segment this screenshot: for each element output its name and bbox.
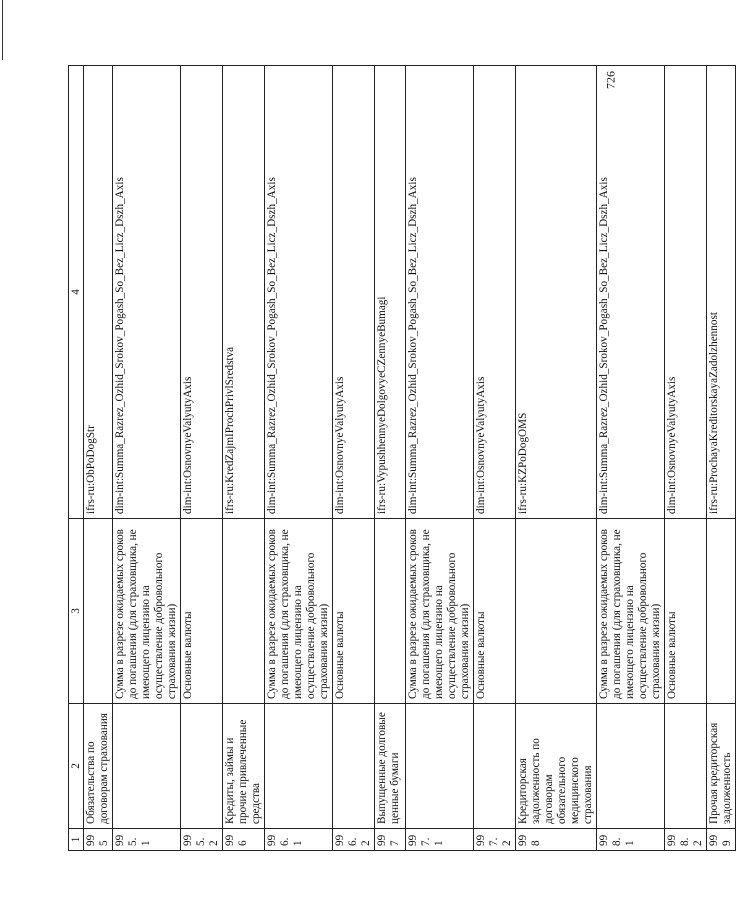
data-table xyxy=(68,65,736,851)
row-code-cell: dim-int:OsnovnyeValyutyAxis xyxy=(665,66,707,519)
row-name-cell xyxy=(597,704,665,829)
table-row xyxy=(375,66,406,851)
row-number-cell: 996 xyxy=(223,829,265,851)
row-name-cell: Обязательства по договорам страхования xyxy=(84,704,113,829)
row-code-cell: dim-int:OsnovnyeValyutyAxis xyxy=(474,66,516,519)
row-number-cell: 995.1 xyxy=(113,829,181,851)
row-dimension-cell: Сумма в разрезе ожидаемых сроков до погашения (для страховщика, не имеющего лицензию на осуществление добровольного страхования жизни) xyxy=(113,519,181,704)
row-dimension-cell xyxy=(375,519,406,704)
table-row xyxy=(665,66,707,851)
table-row xyxy=(474,66,516,851)
row-dimension-cell: Сумма в разрезе ожидаемых сроков до погашения (для страховщика, не имеющего лицензию на осуществление добровольного страхования жизни) xyxy=(406,519,474,704)
row-code-cell: ifrs-ru:KredZajmIProchPrivlSredstva xyxy=(223,66,265,519)
page-number: 726 xyxy=(603,71,618,89)
row-code-cell: dim-int:Summa_Razrez_Ozhid_Srokov_Pogash_So_Bez_Licz_Dszh_Axis xyxy=(406,66,474,519)
scan-edge-mark xyxy=(2,0,3,60)
row-name-cell xyxy=(474,704,516,829)
header-col-1: 1 xyxy=(69,829,84,851)
row-name-cell xyxy=(265,704,333,829)
row-name-cell xyxy=(113,704,181,829)
table-row xyxy=(223,66,265,851)
row-number-cell: 995 xyxy=(84,829,113,851)
row-code-cell: dim-int:OsnovnyeValyutyAxis xyxy=(181,66,223,519)
table-row xyxy=(707,66,736,851)
row-code-cell: ifrs-ru:ObPoDogStr xyxy=(84,66,113,519)
row-number-cell: 998 xyxy=(516,829,597,851)
row-number-cell: 998.1 xyxy=(597,829,665,851)
row-name-cell xyxy=(665,704,707,829)
table-row xyxy=(406,66,474,851)
row-number-cell: 995.2 xyxy=(181,829,223,851)
row-code-cell: dim-int:Summa_Razrez_Ozhid_Srokov_Pogash_So_Bez_Licz_Dszh_Axis xyxy=(265,66,333,519)
table-row xyxy=(181,66,223,851)
table-row xyxy=(597,66,665,851)
row-number-cell: 997.2 xyxy=(474,829,516,851)
table-row xyxy=(84,66,113,851)
row-dimension-cell: Основные валюты xyxy=(474,519,516,704)
header-col-2: 2 xyxy=(69,704,84,829)
row-number-cell: 997 xyxy=(375,829,406,851)
row-code-cell: dim-int:Summa_Razrez_Ozhid_Srokov_Pogash_So_Bez_Licz_Dszh_Axis xyxy=(597,66,665,519)
row-dimension-cell xyxy=(84,519,113,704)
row-dimension-cell xyxy=(516,519,597,704)
row-number-cell: 998.2 xyxy=(665,829,707,851)
row-name-cell xyxy=(333,704,375,829)
row-name-cell: Выпущенные долговые ценные бумаги xyxy=(375,704,406,829)
row-name-cell xyxy=(181,704,223,829)
row-name-cell xyxy=(406,704,474,829)
table-row xyxy=(333,66,375,851)
row-code-cell: ifrs-ru:VypushhennyeDolgovyeCZennyeBumagi xyxy=(375,66,406,519)
row-dimension-cell: Основные валюты xyxy=(665,519,707,704)
row-dimension-cell: Сумма в разрезе ожидаемых сроков до погашения (для страховщика, не имеющего лицензию на осуществление добровольного страхования жизни) xyxy=(597,519,665,704)
row-code-cell: ifrs-ru:ProchayaKreditorskayaZadolzhennost xyxy=(707,66,736,519)
header-col-4: 4 xyxy=(69,66,84,519)
row-dimension-cell: Основные валюты xyxy=(333,519,375,704)
row-number-cell: 999 xyxy=(707,829,736,851)
row-code-cell: dim-int:Summa_Razrez_Ozhid_Srokov_Pogash_So_Bez_Licz_Dszh_Axis xyxy=(113,66,181,519)
row-code-cell: ifrs-ru:KZPoDogOMS xyxy=(516,66,597,519)
table-row xyxy=(265,66,333,851)
row-code-cell: dim-int:OsnovnyeValyutyAxis xyxy=(333,66,375,519)
row-dimension-cell: Основные валюты xyxy=(181,519,223,704)
row-name-cell: Кредиты, займы и прочие привлеченные средства xyxy=(223,704,265,829)
row-number-cell: 996.1 xyxy=(265,829,333,851)
row-dimension-cell: Сумма в разрезе ожидаемых сроков до погашения (для страховщика, не имеющего лицензию на осуществление добровольного страхования жизни) xyxy=(265,519,333,704)
row-dimension-cell xyxy=(223,519,265,704)
header-col-3: 3 xyxy=(69,519,84,704)
row-dimension-cell xyxy=(707,519,736,704)
table-row xyxy=(113,66,181,851)
header-row xyxy=(69,66,84,851)
row-name-cell: Прочая кредиторская задолженность xyxy=(707,704,736,829)
table-row xyxy=(516,66,597,851)
row-number-cell: 996.2 xyxy=(333,829,375,851)
row-name-cell: Кредиторская задолженность по договорам обязательного медицинского страхования xyxy=(516,704,597,829)
row-number-cell: 997.1 xyxy=(406,829,474,851)
